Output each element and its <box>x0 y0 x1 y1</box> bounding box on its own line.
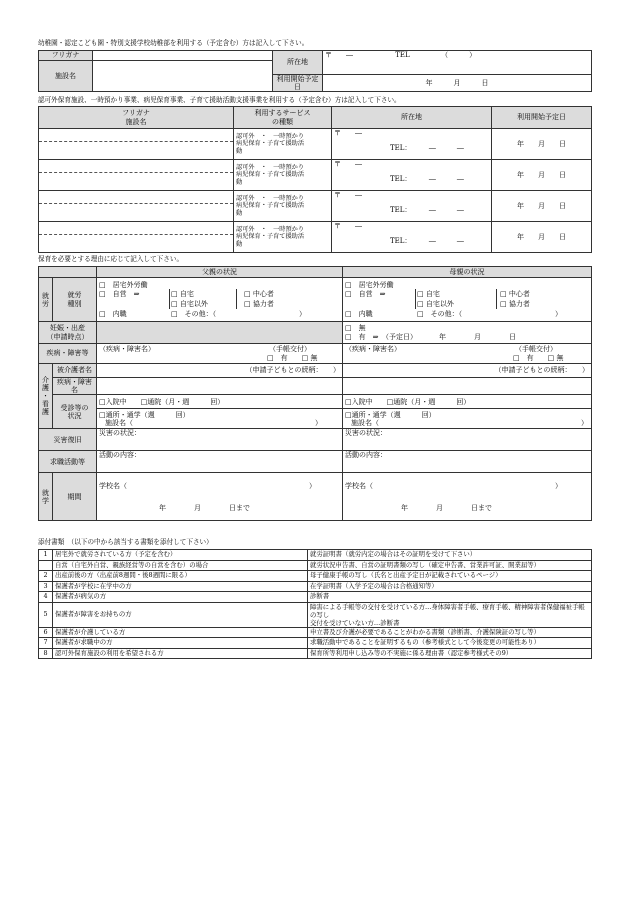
attachment-no: 8 <box>39 648 53 659</box>
facility-name: 施設名（ <box>351 418 379 427</box>
attachment-document: 就労状況申告書、自営の証明書類の写し（確定申告書、営業許可証、開業届等） <box>308 560 592 571</box>
attachment-no: 2 <box>39 571 53 582</box>
mother-treatment-hospital[interactable]: □入院中 □通院（月・週 回） <box>343 395 592 409</box>
attachment-row <box>39 581 592 592</box>
section2-caption: 認可外保育施設、一時預かり事業、病児保育事業、子育て援助活動支援事業を利用する（予定含む）方は記入して下さい。 <box>38 96 401 104</box>
furigana-field[interactable] <box>93 51 273 61</box>
section1-table <box>38 50 592 92</box>
tel-text: TEL （ ） <box>395 51 477 59</box>
attachment-reason: 自営（自宅外自営、親族経営等の自営を含む）の場合 <box>53 560 308 571</box>
emp-option-main[interactable]: □ 中心者 <box>500 289 530 298</box>
attachment-row <box>39 592 592 603</box>
location-field[interactable] <box>323 51 592 75</box>
mother-jobseek[interactable]: 活動の内容： <box>343 451 592 473</box>
mother-pregnancy[interactable] <box>343 322 592 344</box>
entry-row <box>39 160 592 191</box>
paren-close: ） <box>555 309 562 318</box>
service-options[interactable]: 認可外 ・ 一時預かり 病児保育・子育て援助活 動 <box>234 222 332 253</box>
mother-header: 母親の状況 <box>343 267 592 278</box>
emp-option-self[interactable]: □ 自営 ⇒ <box>99 289 140 298</box>
postal-mark: 〒 ― <box>334 160 362 168</box>
date-field[interactable]: 年 月 日 <box>492 160 592 191</box>
section4-caption: 添付書類 （以下の中から該当する書類を添付して下さい） <box>38 538 213 546</box>
paren-close: ） <box>299 309 306 318</box>
service-options[interactable]: 認可外 ・ 一時預かり 病児保育・子育て援助活 動 <box>234 129 332 160</box>
postal-mark: 〒 ― <box>334 129 362 137</box>
attachment-no <box>39 560 53 571</box>
attachment-row <box>39 638 592 649</box>
tel-text: TEL： ― ― <box>390 144 464 153</box>
postal-mark: 〒 ― <box>334 222 362 230</box>
attachment-reason: 出産前後の方（出産前8週間・後8週間に限る） <box>53 571 308 582</box>
facility-entry[interactable] <box>39 191 234 222</box>
attachment-reason: 保護者が病気の方 <box>53 592 308 603</box>
emp-option-helper[interactable]: □ 協力者 <box>244 299 274 308</box>
pregnancy-yes[interactable]: □ 有 ⇒ （予定日） <box>345 332 417 341</box>
emp-option-home[interactable]: □ 自宅 <box>171 289 194 298</box>
school-end-date[interactable]: 年 月 日まで <box>401 503 492 512</box>
handbook-label: （手帳交付） <box>269 345 311 353</box>
section1-caption: 幼稚園・認定こども園・特別支援学校幼稚部を利用する（予定含む）方は記入して下さい。 <box>38 39 309 47</box>
school-name: 学校名（ <box>345 481 373 490</box>
attachment-no: 1 <box>39 550 53 561</box>
paren-close: ） <box>581 418 588 427</box>
handbook-options[interactable]: □ 有 □ 無 <box>267 354 318 362</box>
entry-row <box>39 222 592 253</box>
attachment-row <box>39 560 592 571</box>
date-field[interactable]: 年 月 日 <box>492 191 592 222</box>
service-options[interactable]: 認可外 ・ 一時預かり 病児保育・子育て援助活 動 <box>234 191 332 222</box>
disaster-label: 災害復旧 <box>39 429 97 451</box>
attachment-reason: 認可外保育施設の利用を希望される方 <box>53 648 308 659</box>
facility-name-label: 施設名 <box>39 61 93 92</box>
emp-option-home[interactable]: □ 自宅 <box>417 289 440 298</box>
emp-option-self[interactable]: □ 自営 ⇒ <box>345 289 386 298</box>
emp-option-away[interactable]: □ 自宅以外 <box>171 299 208 308</box>
attachments-table <box>38 549 592 659</box>
entry-row <box>39 191 592 222</box>
emp-option-other[interactable]: □ その他：（ <box>171 309 217 318</box>
emp-option-piecework[interactable]: □ 内職 <box>99 309 127 318</box>
tel-text: TEL： ― ― <box>390 175 464 184</box>
date-field[interactable]: 年 月 日 <box>492 129 592 160</box>
emp-option-outside[interactable]: □ 居宅外労働 <box>345 281 394 290</box>
attachment-reason: 居宅外で就労されている方（予定を含む） <box>53 550 308 561</box>
facility-name: 施設名（ <box>105 418 133 427</box>
father-header: 父親の状況 <box>97 267 343 278</box>
care-illness-label: 疾病・障害名 <box>53 378 97 395</box>
paren-close: ） <box>555 481 562 490</box>
section3-table <box>38 266 592 521</box>
tel-text: TEL： ― ― <box>390 206 464 215</box>
location-label: 所在地 <box>273 51 323 75</box>
father-disaster[interactable]: 災害の状況： <box>97 429 343 451</box>
attachment-document: 求職活動中であることを証明するもの（参考様式として今後変更の可能性あり） <box>308 638 592 649</box>
date-field[interactable]: 年 月 日 <box>492 222 592 253</box>
emp-option-other[interactable]: □ その他：（ <box>417 309 463 318</box>
illness-name: （疾病・障害名） <box>345 345 401 353</box>
emp-option-main[interactable]: □ 中心者 <box>244 289 274 298</box>
attachment-no: 5 <box>39 602 53 627</box>
mother-care-illness[interactable] <box>343 378 592 395</box>
father-care-illness[interactable] <box>97 378 343 395</box>
attachment-reason: 保護者が介護している方 <box>53 627 308 638</box>
pregnancy-none[interactable]: □ 無 <box>345 324 366 333</box>
father-treatment-hospital[interactable]: □入院中 □通院（月・週 回） <box>97 395 343 409</box>
employment-type-label: 就労 種別 <box>53 278 97 322</box>
tel-text: TEL： ― ― <box>390 237 464 246</box>
attachment-document: 就労証明書（就労内定の場合はその証明を受けて下さい） <box>308 550 592 561</box>
furigana-label: フリガナ <box>39 51 93 61</box>
treatment-commute[interactable]: □通所・通学（週 回） <box>99 410 190 419</box>
attachment-document: 障害による手帳等の交付を受けている方…身体障害者手帳、療育手帳、精神障害者保健福祉手帳の写し 交付を受けていない方…診断書 <box>308 602 592 627</box>
section2-table <box>38 106 592 253</box>
col-facility: フリガナ 施設名 <box>39 107 234 129</box>
attachment-document: 母子健康手帳の写し（氏名と出産予定日が記載されているページ） <box>308 571 592 582</box>
attachment-row <box>39 550 592 561</box>
attachment-reason: 保護者が求職中の方 <box>53 638 308 649</box>
pregnancy-label: 妊娠・出産 （申請時点） <box>39 322 97 344</box>
attachment-reason: 保護者が学校に在学中の方 <box>53 581 308 592</box>
illness-label: 疾病・障害等 <box>39 344 97 364</box>
paren-close: ） <box>309 481 316 490</box>
father-treatment-facility[interactable] <box>97 409 343 429</box>
attachment-no: 3 <box>39 581 53 592</box>
start-date-field[interactable]: 年 月 日 <box>323 75 592 92</box>
due-date[interactable]: 年 月 日 <box>438 332 516 341</box>
attachment-row <box>39 648 592 659</box>
section3-caption: 保育を必要とする理由に応じて記入して下さい。 <box>38 255 184 263</box>
father-school[interactable] <box>97 473 343 521</box>
treatment-commute[interactable]: □通所・通学（週 回） <box>345 410 436 419</box>
attachment-no: 7 <box>39 638 53 649</box>
emp-option-helper[interactable]: □ 協力者 <box>500 299 530 308</box>
postal-mark: 〒 ― <box>334 191 362 199</box>
start-date-label: 利用開始予定日 <box>273 75 323 92</box>
care-label: 介護・看護 <box>39 364 53 429</box>
school-end-date[interactable]: 年 月 日まで <box>159 503 250 512</box>
attachment-document: 在学証明書（入学予定の場合は合格通知等） <box>308 581 592 592</box>
col-start-date: 利用開始予定日 <box>492 107 592 129</box>
father-jobseek[interactable]: 活動の内容： <box>97 451 343 473</box>
father-care-person[interactable]: （申請子どもとの続柄： ） <box>97 364 343 378</box>
jobseek-label: 求職活動等 <box>39 451 97 473</box>
treatment-label: 受診等の 状況 <box>53 395 97 429</box>
father-illness[interactable] <box>97 344 343 364</box>
mother-disaster[interactable]: 災害の状況： <box>343 429 592 451</box>
school-label: 就学 <box>39 473 53 521</box>
attachment-row <box>39 627 592 638</box>
attachment-no: 4 <box>39 592 53 603</box>
period-label: 期間 <box>53 473 97 521</box>
attachment-document: 申立書及び介護が必要であることがわかる書類（診断書、介護保険証の写し等） <box>308 627 592 638</box>
col-location: 所在地 <box>332 107 492 129</box>
facility-name-field[interactable] <box>93 61 273 92</box>
mother-employment[interactable] <box>343 278 592 322</box>
father-pregnancy-na <box>97 322 343 344</box>
attachment-row <box>39 602 592 627</box>
emp-option-away[interactable]: □ 自宅以外 <box>417 299 454 308</box>
entry-row <box>39 129 592 160</box>
mother-illness[interactable] <box>343 344 592 364</box>
service-options[interactable]: 認可外 ・ 一時預かり 病児保育・子育て援助活 動 <box>234 160 332 191</box>
attachment-reason: 保護者が障害をお持ちの方 <box>53 602 308 627</box>
father-employment[interactable] <box>97 278 343 322</box>
handbook-options[interactable]: □ 有 □ 無 <box>513 354 564 362</box>
attachment-document: 保育所等利用申し込み等の不実施に係る理由書（認定参考様式その9） <box>308 648 592 659</box>
paren-close: ） <box>315 418 322 427</box>
facility-entry[interactable] <box>39 222 234 253</box>
attachment-no: 6 <box>39 627 53 638</box>
attachment-document: 診断書 <box>308 592 592 603</box>
facility-entry[interactable] <box>39 129 234 160</box>
mother-treatment-facility[interactable] <box>343 409 592 429</box>
mother-care-person[interactable]: （申請子どもとの続柄： ） <box>343 364 592 378</box>
facility-entry[interactable] <box>39 160 234 191</box>
illness-name: （疾病・障害名） <box>99 345 155 353</box>
postal-mark: 〒 ― <box>325 51 353 59</box>
col-service: 利用するサービス の種類 <box>234 107 332 129</box>
school-name: 学校名（ <box>99 481 127 490</box>
employment-label: 就労 <box>39 278 53 322</box>
mother-school[interactable] <box>343 473 592 521</box>
attachment-row <box>39 571 592 582</box>
emp-option-piecework[interactable]: □ 内職 <box>345 309 373 318</box>
emp-option-outside[interactable]: □ 居宅外労働 <box>99 281 148 290</box>
handbook-label: （手帳交付） <box>515 345 557 353</box>
care-person-label: 被介護者名 <box>53 364 97 378</box>
